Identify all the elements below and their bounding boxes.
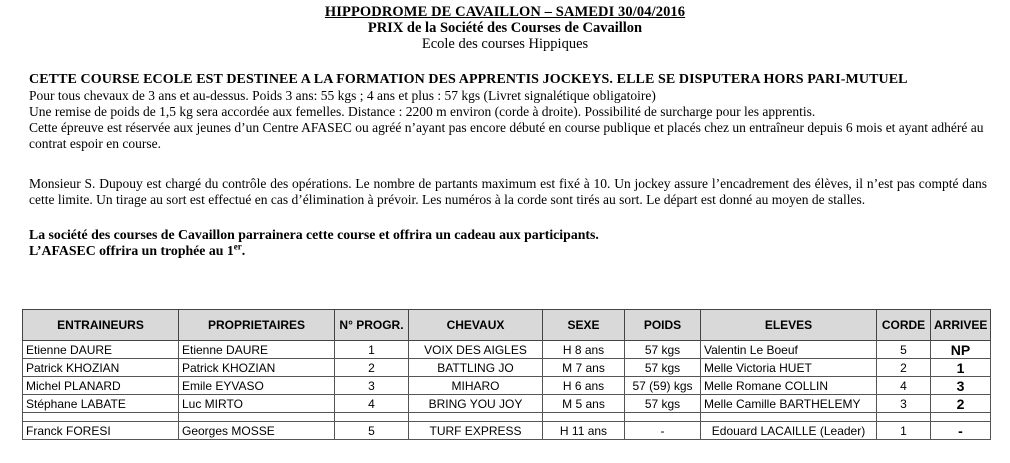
cell-trainer: Michel PLANARD: [23, 377, 179, 395]
col-header-progr: N° PROGR.: [335, 310, 409, 341]
cell-rider: Edouard LACAILLE (Leader): [701, 422, 877, 440]
operations-paragraph: Monsieur S. Dupouy est chargé du contrôle des opérations. Le nombre de partants maximum est fixé à 10. Un jockey assure l’encadrement des élèves, il n’est pas compté dans cette limite. Un tirage au sort est effectué en cas d’élimination à prévoir. Les numéros à la corde sont tirés au sort. Le départ est donné au moyen de stalles.: [29, 176, 987, 207]
col-header-chevaux: CHEVAUX: [409, 310, 543, 341]
cell-finish: 1: [931, 359, 991, 377]
cell-draw: 4: [877, 377, 931, 395]
trophy-text-sup: er: [233, 241, 242, 252]
cell-rider: Valentin Le Boeuf: [701, 341, 877, 359]
cell-horse: MIHARO: [409, 377, 543, 395]
prize-title: PRIX de la Société des Courses de Cavaillon: [367, 20, 643, 36]
conditions-line-3: Cette épreuve est réservée aux jeunes d’un Centre AFASEC ou agréé n’ayant pas encore débuté en course publique et placés chez un entraîneur depuis 6 mois et ayant adhéré au contrat espoir en course.: [29, 120, 984, 151]
cell-weight: 57 (59) kgs: [625, 377, 701, 395]
cell-owner: Georges MOSSE: [179, 422, 335, 440]
col-header-poids: POIDS: [625, 310, 701, 341]
table-row: [23, 395, 991, 413]
conditions-headline: CETTE COURSE ECOLE EST DESTINEE A LA FORMATION DES APPRENTIS JOCKEYS. ELLE SE DISPUTERA HORS PARI-MUTUEL: [29, 72, 908, 87]
col-header-eleves: ELEVES: [701, 310, 877, 341]
cell-horse: BRING YOU JOY: [409, 395, 543, 413]
cell-draw: 5: [877, 341, 931, 359]
cell-trainer: Patrick KHOZIAN: [23, 359, 179, 377]
sponsor-text: La société des courses de Cavaillon parrainera cette course et offrira un cadeau aux participants.: [29, 227, 599, 242]
col-header-sexe: SEXE: [543, 310, 625, 341]
cell-finish: 3: [931, 377, 991, 395]
cell-sex: M 5 ans: [543, 395, 625, 413]
cell-progr: 4: [335, 395, 409, 413]
cell-draw: 1: [877, 422, 931, 440]
cell-progr: 3: [335, 377, 409, 395]
cell-weight: 57 kgs: [625, 359, 701, 377]
conditions-line-1: Pour tous chevaux de 3 ans et au-dessus. Poids 3 ans: 55 kgs ; 4 ans et plus : 57 kgs (Livret signalétique obligatoire): [29, 88, 656, 103]
cell-weight: -: [625, 422, 701, 440]
conditions-block: [29, 72, 987, 152]
cell-horse: TURF EXPRESS: [409, 422, 543, 440]
cell-rider: Melle Victoria HUET: [701, 359, 877, 377]
cell-rider: Melle Romane COLLIN: [701, 377, 877, 395]
cell-finish: NP: [931, 341, 991, 359]
col-header-arrivee: ARRIVEE: [931, 310, 991, 341]
cell-weight: 57 kgs: [625, 341, 701, 359]
col-header-proprietaires: PROPRIETAIRES: [179, 310, 335, 341]
cell-draw: 2: [877, 359, 931, 377]
table-row: [23, 377, 991, 395]
cell-finish: -: [931, 422, 991, 440]
cell-owner: Patrick KHOZIAN: [179, 359, 335, 377]
cell-progr: 5: [335, 422, 409, 440]
cell-progr: 1: [335, 341, 409, 359]
cell-progr: 2: [335, 359, 409, 377]
runners-table: [22, 309, 991, 440]
col-header-entraineurs: ENTRAINEURS: [23, 310, 179, 341]
sponsor-block: [29, 227, 987, 259]
cell-sex: H 8 ans: [543, 341, 625, 359]
cell-sex: M 7 ans: [543, 359, 625, 377]
col-header-corde: CORDE: [877, 310, 931, 341]
cell-trainer: Stéphane LABATE: [23, 395, 179, 413]
table-row-leader: [23, 422, 991, 440]
cell-trainer: Etienne DAURE: [23, 341, 179, 359]
table-row: [23, 359, 991, 377]
cell-owner: Emile EYVASO: [179, 377, 335, 395]
cell-owner: Etienne DAURE: [179, 341, 335, 359]
cell-sex: H 6 ans: [543, 377, 625, 395]
cell-trainer: Franck FORESI: [23, 422, 179, 440]
conditions-line-2: Une remise de poids de 1,5 kg sera accordée aux femelles. Distance : 2200 m environ (corde à droite). Possibilité de surcharge pour les apprentis.: [29, 104, 816, 119]
cell-draw: 3: [877, 395, 931, 413]
trophy-text-end: .: [241, 243, 246, 258]
cell-owner: Luc MIRTO: [179, 395, 335, 413]
table-header-row: [23, 310, 991, 341]
cell-horse: BATTLING JO: [409, 359, 543, 377]
trophy-text-main: L’AFASEC offrira un trophée au 1: [29, 243, 234, 258]
cell-sex: H 11 ans: [543, 422, 625, 440]
cell-finish: 2: [931, 395, 991, 413]
document-subtitle: Ecole des courses Hippiques: [421, 36, 589, 52]
document-title: HIPPODROME DE CAVAILLON – SAMEDI 30/04/2016: [324, 4, 686, 20]
cell-weight: 57 kgs: [625, 395, 701, 413]
table-row: [23, 341, 991, 359]
cell-horse: VOIX DES AIGLES: [409, 341, 543, 359]
table-spacer-row: [23, 413, 991, 422]
trophy-text: [29, 243, 987, 259]
cell-rider: Melle Camille BARTHELEMY: [701, 395, 877, 413]
